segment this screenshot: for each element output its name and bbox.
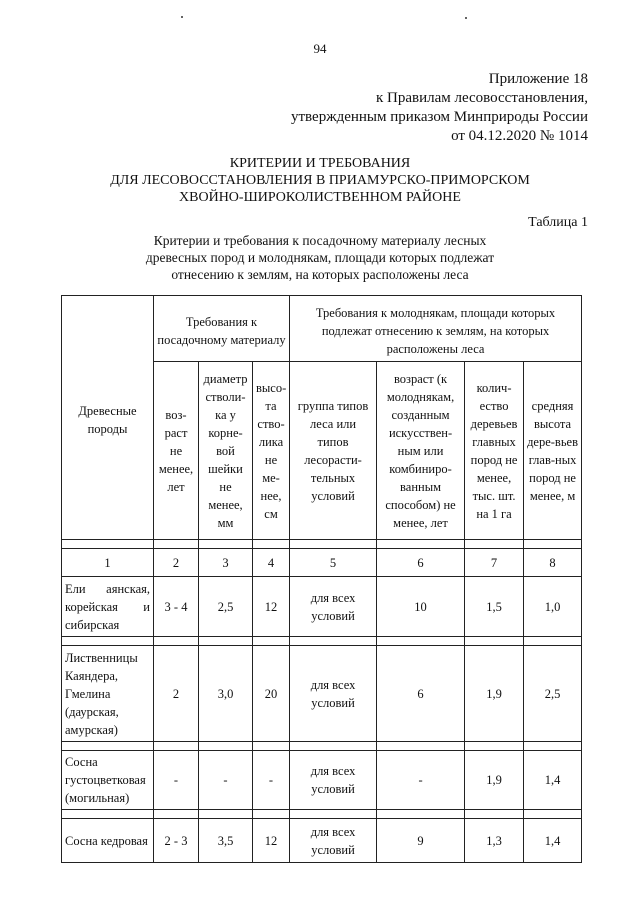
cell-tree-count: 1,9 (465, 751, 524, 810)
table-caption (0, 232, 640, 283)
column-number: 4 (253, 549, 290, 577)
species-name: Сосна кедровая (62, 819, 154, 863)
subheader-diameter: диаметр стволи-ка у корне-вой шейки не менее, мм (199, 362, 253, 540)
cell-tree-count: 1,5 (465, 577, 524, 637)
cell-diameter: 2,5 (199, 577, 253, 637)
document-title (0, 155, 640, 206)
species-name: Ели аянская, корейская и сибирская (62, 577, 154, 637)
species-name: Сосна густоцветковая (могильная) (62, 751, 154, 810)
column-number: 7 (465, 549, 524, 577)
title-line: ХВОЙНО-ШИРОКОЛИСТВЕННОМ РАЙОНЕ (179, 190, 461, 205)
table-row (62, 819, 582, 863)
subheader-height: высо-та ство-лика не ме-нее, см (253, 362, 290, 540)
table-row (62, 646, 582, 742)
column-number: 3 (199, 549, 253, 577)
title-line: ДЛЯ ЛЕСОВОССТАНОВЛЕНИЯ В ПРИАМУРСКО-ПРИМОРСКОМ (110, 173, 530, 188)
cell-tree-count: 1,9 (465, 646, 524, 742)
subheader-tree-count: колич-ество деревьев главных пород не менее, тыс. шт. на 1 га (465, 362, 524, 540)
appendix-line: Приложение 18 (488, 71, 588, 87)
appendix-line: от 04.12.2020 № 1014 (451, 128, 588, 144)
cell-age: 3 - 4 (154, 577, 199, 637)
cell-diameter: - (199, 751, 253, 810)
subheader-young-age: возраст (к молоднякам, созданным искусствен-ным или комбиниро-ванным способом) не менее, лет (377, 362, 465, 540)
column-number: 6 (377, 549, 465, 577)
cell-age: 2 - 3 (154, 819, 199, 863)
column-number: 5 (290, 549, 377, 577)
spacer-row (62, 540, 582, 549)
cell-height: 12 (253, 819, 290, 863)
cell-young-age: 10 (377, 577, 465, 637)
caption-line: отнесению к землям, на которых расположены леса (171, 267, 469, 282)
column-number: 1 (62, 549, 154, 577)
cell-height: 12 (253, 577, 290, 637)
appendix-line: к Правилам лесовосстановления, (375, 90, 588, 106)
table-row (62, 751, 582, 810)
header-young-stands: Требования к молоднякам, площади которых подлежат отнесению к землям, на которых расположены леса (290, 296, 582, 362)
cell-diameter: 3,5 (199, 819, 253, 863)
requirements-table (61, 295, 582, 863)
spacer-row (62, 742, 582, 751)
cell-average-height: 1,4 (524, 819, 582, 863)
cell-average-height: 1,4 (524, 751, 582, 810)
cell-forest-type: для всех условий (290, 819, 377, 863)
appendix-reference (291, 70, 588, 146)
spacer-row (62, 810, 582, 819)
spacer-row (62, 637, 582, 646)
cell-forest-type: для всех условий (290, 646, 377, 742)
appendix-line: утвержденным приказом Минприроды России (291, 109, 588, 125)
cell-young-age: - (377, 751, 465, 810)
cell-young-age: 6 (377, 646, 465, 742)
cell-age: 2 (154, 646, 199, 742)
column-number: 2 (154, 549, 199, 577)
cell-average-height: 2,5 (524, 646, 582, 742)
header-species: Древесные породы (62, 296, 154, 540)
cell-age: - (154, 751, 199, 810)
cell-forest-type: для всех условий (290, 751, 377, 810)
header-row (62, 296, 582, 362)
cell-average-height: 1,0 (524, 577, 582, 637)
page-number: 94 (313, 41, 327, 56)
cell-diameter: 3,0 (199, 646, 253, 742)
subheader-age: воз-раст не менее, лет (154, 362, 199, 540)
table-row (62, 577, 582, 637)
species-name: Лиственницы Каяндера, Гмелина (даурская, амурская) (62, 646, 154, 742)
caption-line: древесных пород и молоднякам, площади которых подлежат (145, 250, 495, 265)
column-number-row (62, 549, 582, 577)
subheader-forest-type: группа типов леса или типов лесорасти-тельных условий (290, 362, 377, 540)
scan-speck (181, 16, 183, 18)
title-line: КРИТЕРИИ И ТРЕБОВАНИЯ (229, 156, 411, 171)
cell-young-age: 9 (377, 819, 465, 863)
cell-forest-type: для всех условий (290, 577, 377, 637)
cell-height: - (253, 751, 290, 810)
table-label: Таблица 1 (528, 215, 588, 230)
subheader-average-height: средняя высота дере-вьев глав-ных пород не менее, м (524, 362, 582, 540)
cell-tree-count: 1,3 (465, 819, 524, 863)
column-number: 8 (524, 549, 582, 577)
caption-line: Критерии и требования к посадочному материалу лесных (153, 233, 487, 248)
cell-height: 20 (253, 646, 290, 742)
scan-speck (465, 17, 467, 19)
header-planting-material: Требования к посадочному материалу (154, 296, 290, 362)
